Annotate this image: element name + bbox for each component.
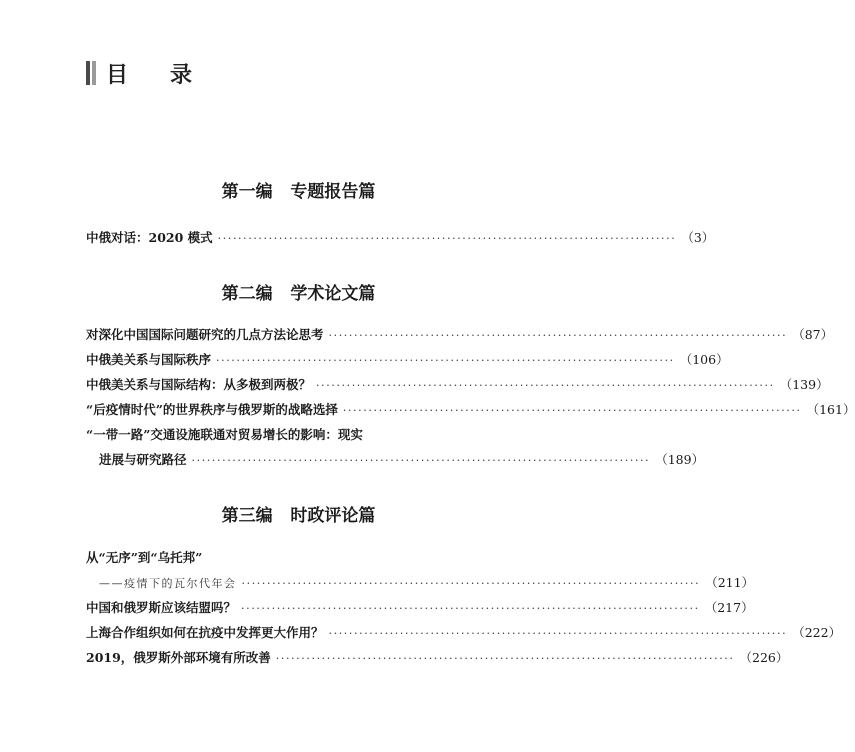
entry-title: 对深化中国国际问题研究的几点方法论思考: [86, 327, 324, 342]
entry-page: （217）: [704, 600, 754, 615]
dot-leader: ··························································································: [328, 329, 788, 342]
dot-leader: ··························································································: [241, 602, 700, 615]
entry-page: （189）: [655, 452, 705, 467]
dot-leader: ··························································································: [241, 577, 701, 590]
toc-entry[interactable]: [86, 230, 715, 247]
dot-leader: ··························································································: [328, 627, 788, 640]
toc-entry[interactable]: [86, 600, 754, 617]
toc-entry[interactable]: [86, 650, 789, 667]
toc-entry[interactable]: [99, 452, 705, 469]
entry-title: 中国和俄罗斯应该结盟吗？: [86, 600, 237, 615]
dot-leader: ··························································································: [217, 232, 677, 245]
entry-page: （226）: [739, 650, 789, 665]
toc-entry[interactable]: [86, 402, 855, 419]
dot-leader: ··························································································: [191, 454, 651, 467]
toc-header: [86, 61, 235, 88]
part-3-title: 第三编 时政评论篇: [221, 506, 376, 526]
part-1-title: 第一编 专题报告篇: [221, 182, 376, 202]
entry-title: “后疫情时代”的世界秩序与俄罗斯的战略选择: [86, 402, 338, 417]
dot-leader: ··························································································: [316, 379, 775, 392]
entry-title: 中俄美关系与国际结构：从多极到两极？: [86, 377, 312, 392]
entry-title: 中俄对话：2020 模式: [86, 230, 213, 245]
entry-title: 进展与研究路径: [99, 452, 187, 467]
entry-page: （222）: [792, 625, 842, 640]
part-2-title: 第二编 学术论文篇: [221, 284, 376, 304]
entry-page: （139）: [779, 377, 829, 392]
toc-title: 目录: [106, 62, 235, 88]
entry-page: （3）: [681, 230, 715, 245]
entry-title-line1[interactable]: 从“无序”到“乌托邦”: [86, 550, 203, 565]
header-bar-light: [92, 61, 96, 85]
toc-entry[interactable]: [99, 575, 755, 592]
entry-title: 2019，俄罗斯外部环境有所改善: [86, 650, 271, 665]
toc-entry[interactable]: [86, 352, 729, 369]
toc-entry[interactable]: [86, 377, 829, 394]
entry-subtitle: ——疫情下的瓦尔代年会: [99, 577, 237, 590]
entry-title-line1[interactable]: “一带一路”交通设施联通对贸易增长的影响：现实: [86, 427, 363, 442]
entry-page: （211）: [705, 575, 755, 590]
entry-title: 中俄美关系与国际秩序: [86, 352, 212, 367]
toc-entry[interactable]: [86, 327, 834, 344]
toc-entry[interactable]: [86, 625, 842, 642]
dot-leader: ··························································································: [216, 354, 675, 367]
entry-title: 上海合作组织如何在抗疫中发挥更大作用？: [86, 625, 324, 640]
entry-page: （87）: [792, 327, 834, 342]
entry-page: （161）: [806, 402, 855, 417]
dot-leader: ··························································································: [275, 652, 735, 665]
header-bar-dark: [86, 61, 90, 85]
dot-leader: ··························································································: [342, 404, 802, 417]
entry-page: （106）: [679, 352, 729, 367]
